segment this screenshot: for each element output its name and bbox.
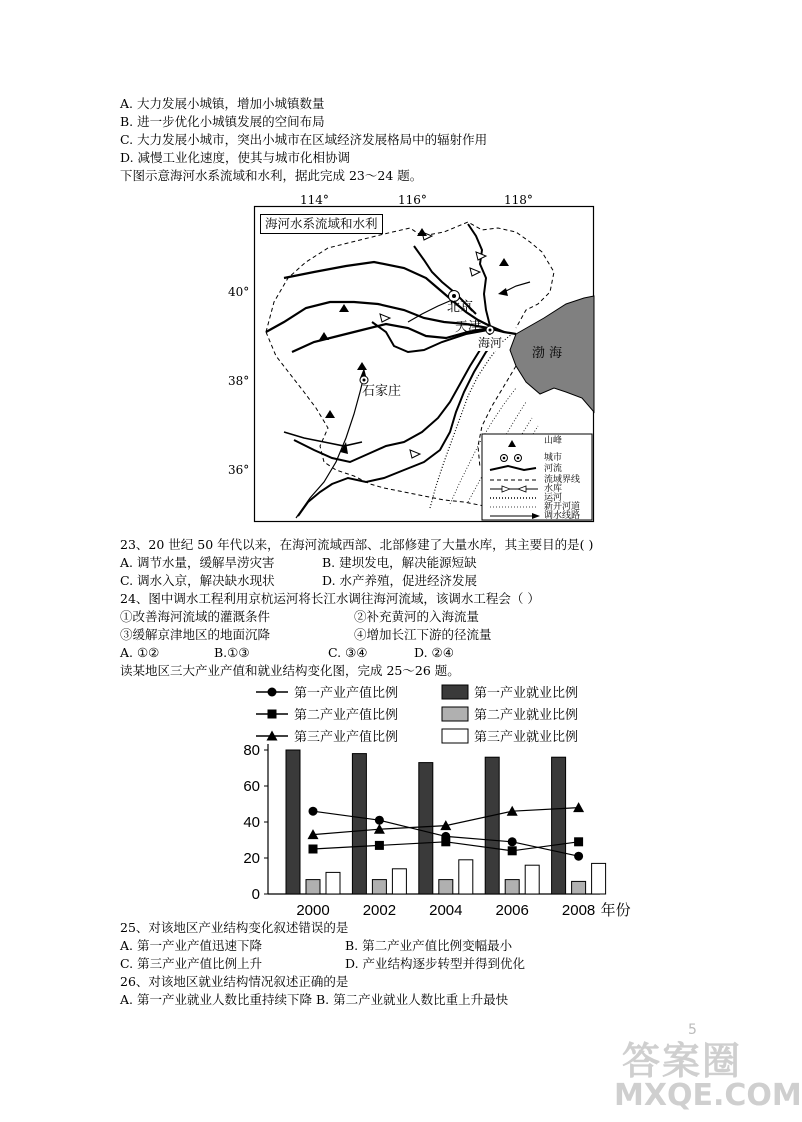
bar-2-2000 xyxy=(306,880,320,894)
q25-stem: 25、对该地区产业结构变化叙述错误的是 xyxy=(120,920,349,935)
x-tick-label: 2004 xyxy=(429,902,463,919)
legend-label-2: 第二产业产值比例 xyxy=(294,707,399,722)
y-tick-label: 20 xyxy=(243,850,260,867)
x-tick-label: 2002 xyxy=(362,902,397,919)
point-1-2002 xyxy=(375,816,384,825)
lon-label-114: 114° xyxy=(300,193,329,207)
label-bohai: 渤 海 xyxy=(532,346,563,361)
q22-option-c: C. 大力发展小城市，突出小城市在区域经济发展格局中的辐射作用 xyxy=(120,132,488,147)
q24-option-c: C. ③④ xyxy=(328,645,368,660)
q25-option-b: B. 第二产业产值比例变幅最小 xyxy=(345,938,513,953)
q22-option-b: B. 进一步优化小城镇发展的空间布局 xyxy=(120,114,325,129)
point-2-2006 xyxy=(508,846,517,855)
x-axis-unit: 年份 xyxy=(600,902,631,919)
x-tick-label: 2000 xyxy=(296,902,330,919)
lat-label-40: 40° xyxy=(228,285,250,299)
q24-item-4: ④增加长江下游的径流量 xyxy=(354,627,492,642)
point-2-2004 xyxy=(441,837,450,846)
x-tick-label: 2006 xyxy=(495,902,529,919)
q23-option-b: B. 建坝发电，解决能源短缺 xyxy=(322,555,477,570)
lat-label-38: 38° xyxy=(228,374,250,388)
legend-reservoir: 水库 xyxy=(544,484,563,494)
q22-option-d: D. 减慢工业化速度，使其与城市化相协调 xyxy=(120,150,351,165)
y-tick-label: 0 xyxy=(251,886,260,903)
lat-label-36: 36° xyxy=(228,463,250,477)
bar-3-2008 xyxy=(592,863,606,894)
bar-3-2006 xyxy=(525,865,539,894)
y-tick-label: 60 xyxy=(243,778,260,795)
legend-bar-label-1: 第一产业就业比例 xyxy=(474,685,579,700)
legend-swatch-3 xyxy=(442,729,468,743)
legend-marker-2 xyxy=(268,710,277,719)
legend-city: 城市 xyxy=(544,453,563,463)
q26-options: A. 第一产业就业人数比重持续下降 B. 第二产业就业人数比重上升最快 xyxy=(120,992,509,1007)
label-haihe: 海河 xyxy=(478,336,503,350)
q25-option-c: C. 第三产业产值比例上升 xyxy=(120,956,263,971)
point-3-2008 xyxy=(573,802,584,812)
point-2-2008 xyxy=(574,837,583,846)
q24-item-2: ②补充黄河的入海流量 xyxy=(354,609,480,624)
legend-marker-1 xyxy=(268,688,277,697)
label-beijing: 北京 xyxy=(447,300,474,315)
watermark-site: MXQE.COM xyxy=(614,1078,802,1113)
q24-option-b: B.①③ xyxy=(214,645,250,660)
y-tick-label: 80 xyxy=(243,742,260,759)
legend-bar-label-3: 第三产业就业比例 xyxy=(474,729,579,744)
bar-2-2004 xyxy=(439,880,453,894)
map-title: 海河水系流域和水利 xyxy=(260,214,383,234)
legend-new-channel: 新开河道 xyxy=(544,502,581,512)
bar-1-2004 xyxy=(419,763,433,894)
legend-swatch-1 xyxy=(442,685,468,699)
watermark-brand-logo: 答案圈 xyxy=(622,1039,743,1083)
label-shijiazhuang: 石家庄 xyxy=(362,384,402,399)
legend-bar-label-2: 第二产业就业比例 xyxy=(474,707,579,722)
bar-1-2008 xyxy=(552,757,566,894)
lon-label-116: 116° xyxy=(398,193,427,207)
q23-option-a: A. 调节水量，缓解旱涝灾害 xyxy=(120,555,275,570)
q22-option-a: A. 大力发展小城镇，增加小城镇数量 xyxy=(120,96,325,111)
haihe-basin-map xyxy=(254,206,594,522)
bar-1-2000 xyxy=(286,750,300,894)
legend-boundary: 流域界线 xyxy=(544,475,581,485)
lon-label-118: 118° xyxy=(504,193,533,207)
map-intro: 下图示意海河水系流域和水利，据此完成 23～24 题。 xyxy=(120,168,423,183)
bar-1-2006 xyxy=(485,757,499,894)
point-2-2000 xyxy=(309,845,318,854)
legend-river: 河流 xyxy=(544,464,563,474)
q23-option-d: D. 水产养殖，促进经济发展 xyxy=(322,573,478,588)
q23-stem: 23、20 世纪 50 年代以来，在海河流域西部、北部修建了大量水库，其主要目的是( ) xyxy=(120,537,594,552)
x-tick-label: 2008 xyxy=(561,902,596,919)
legend-peak: 山峰 xyxy=(544,436,563,446)
bar-2-2008 xyxy=(572,881,586,894)
q24-item-1: ①改善海河流域的灌溉条件 xyxy=(120,609,271,624)
bar-1-2002 xyxy=(352,754,366,894)
q25-option-d: D. 产业结构逐步转型并得到优化 xyxy=(345,956,526,971)
label-tianjin: 天津 xyxy=(455,320,482,335)
point-2-2002 xyxy=(375,841,384,850)
q24-option-d: D. ②④ xyxy=(414,645,454,660)
bar-3-2002 xyxy=(392,869,406,894)
point-1-2008 xyxy=(574,852,583,861)
q24-item-3: ③缓解京津地区的地面沉降 xyxy=(120,627,271,642)
q25-option-a: A. 第一产业产值迅速下降 xyxy=(120,938,262,953)
chart-intro: 读某地区三大产业产值和就业结构变化图，完成 25～26 题。 xyxy=(120,663,460,678)
q24-option-a: A. ①② xyxy=(120,645,160,660)
legend-label-3: 第三产业产值比例 xyxy=(294,729,399,744)
industry-structure-chart xyxy=(220,680,631,920)
y-tick-label: 40 xyxy=(243,814,260,831)
page-mark: 5 xyxy=(688,1022,697,1038)
q24-stem: 24、图中调水工程利用京杭运河将长江水调往海河流域，该调水工程会（ ） xyxy=(120,591,540,606)
q23-option-c: C. 调水入京，解决缺水现状 xyxy=(120,573,275,588)
bar-3-2004 xyxy=(459,860,473,894)
legend-canal: 运河 xyxy=(544,493,563,503)
legend-swatch-2 xyxy=(442,707,468,721)
legend-label-1: 第一产业产值比例 xyxy=(294,685,399,700)
bar-2-2006 xyxy=(505,880,519,894)
q26-stem: 26、对该地区就业结构情况叙述正确的是 xyxy=(120,974,349,989)
bar-3-2000 xyxy=(326,872,340,894)
point-1-2000 xyxy=(309,807,318,816)
legend-transfer-route: 调水线路 xyxy=(544,511,581,521)
bar-2-2002 xyxy=(372,880,386,894)
point-1-2006 xyxy=(508,837,517,846)
